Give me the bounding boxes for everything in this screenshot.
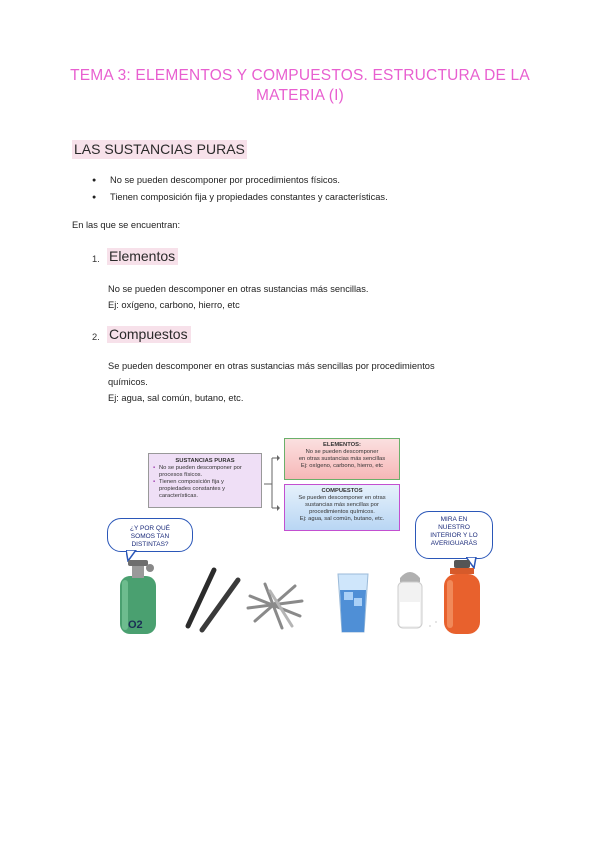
paragraph-line: químicos.: [108, 377, 148, 387]
title-line-1: TEMA 3: ELEMENTOS Y COMPUESTOS. ESTRUCTURA DE LA: [70, 67, 530, 84]
bubble-line: ¿Y POR QUÉ: [130, 525, 170, 532]
subheading-elementos: Elementos: [107, 248, 178, 265]
cylinder-label: O2: [128, 619, 143, 631]
box-line: Ej: agua, sal común, butano, etc.: [299, 516, 385, 522]
box-title: SUSTANCIAS PURAS: [175, 458, 235, 464]
title-line-2: MATERIA (I): [255, 87, 345, 104]
butane-cylinder-icon: [444, 560, 480, 634]
list-item: ● Tienen composición fija y propiedades constantes y características.: [92, 189, 388, 206]
diagram-sustancias-puras-box: [148, 453, 262, 508]
item-number: 2.: [92, 332, 100, 342]
box-point: ▪ Tienen composición fija y propiedades constantes y características.: [153, 479, 257, 500]
diagram-compuestos-box: [284, 484, 400, 531]
graphite-pencils-icon: [188, 570, 238, 630]
oxygen-cylinder-icon: [120, 560, 156, 634]
bubble-line: NUESTRO: [438, 524, 470, 531]
box-line: procedimientos químicos.: [309, 509, 375, 515]
document-title: [60, 66, 540, 106]
box-line: Ej: oxígeno, carbono, hierro, etc: [300, 463, 384, 469]
properties-list: [92, 172, 388, 206]
speech-bubble-left: [107, 518, 193, 552]
box-line: Se pueden descomponer en otras: [298, 495, 386, 501]
subheading-compuestos: Compuestos: [107, 326, 191, 343]
box-line: en otras sustancias más sencillas: [298, 456, 386, 462]
paragraph-line: Ej: oxígeno, carbono, hierro, etc: [108, 300, 240, 310]
bubble-line: INTERIOR Y LO: [430, 532, 478, 539]
diagram-connector: [264, 450, 280, 518]
paragraph-line: Ej: agua, sal común, butano, etc.: [108, 393, 244, 403]
diagram-elementos-box: [284, 438, 400, 480]
compuestos-description: [108, 358, 435, 406]
box-title: ELEMENTOS:: [323, 442, 361, 448]
salt-shaker-icon: [398, 572, 437, 628]
bubble-line: MIRA EN: [440, 516, 468, 523]
paragraph-line: No se pueden descomponer en otras sustancias más sencillas.: [108, 284, 369, 294]
box-line: sustancias más sencillas por: [305, 502, 379, 508]
section-heading: LAS SUSTANCIAS PURAS: [74, 141, 245, 157]
water-glass-icon: [338, 574, 368, 632]
bubble-line: AVERIGUARÁS: [430, 540, 478, 547]
substance-illustrations: [110, 556, 500, 636]
bubble-line: SOMOS TAN: [130, 533, 170, 540]
box-line: No se pueden descomponer: [305, 449, 379, 455]
list-item: ● No se pueden descomponer por procedimientos físicos.: [92, 172, 388, 189]
paragraph-line: Se pueden descomponer en otras sustancias más sencillas por procedimientos: [108, 361, 435, 371]
iron-nails-icon: [248, 584, 302, 628]
speech-bubble-right: [415, 511, 493, 559]
box-title: COMPUESTOS: [321, 488, 363, 494]
elementos-description: [108, 281, 368, 313]
bubble-line: DISTINTAS?: [131, 541, 169, 548]
item-number: 1.: [92, 254, 100, 264]
intro-text: En las que se encuentran:: [72, 220, 181, 230]
box-point: ▪ No se pueden descomponer por procesos físicos.: [153, 465, 257, 479]
